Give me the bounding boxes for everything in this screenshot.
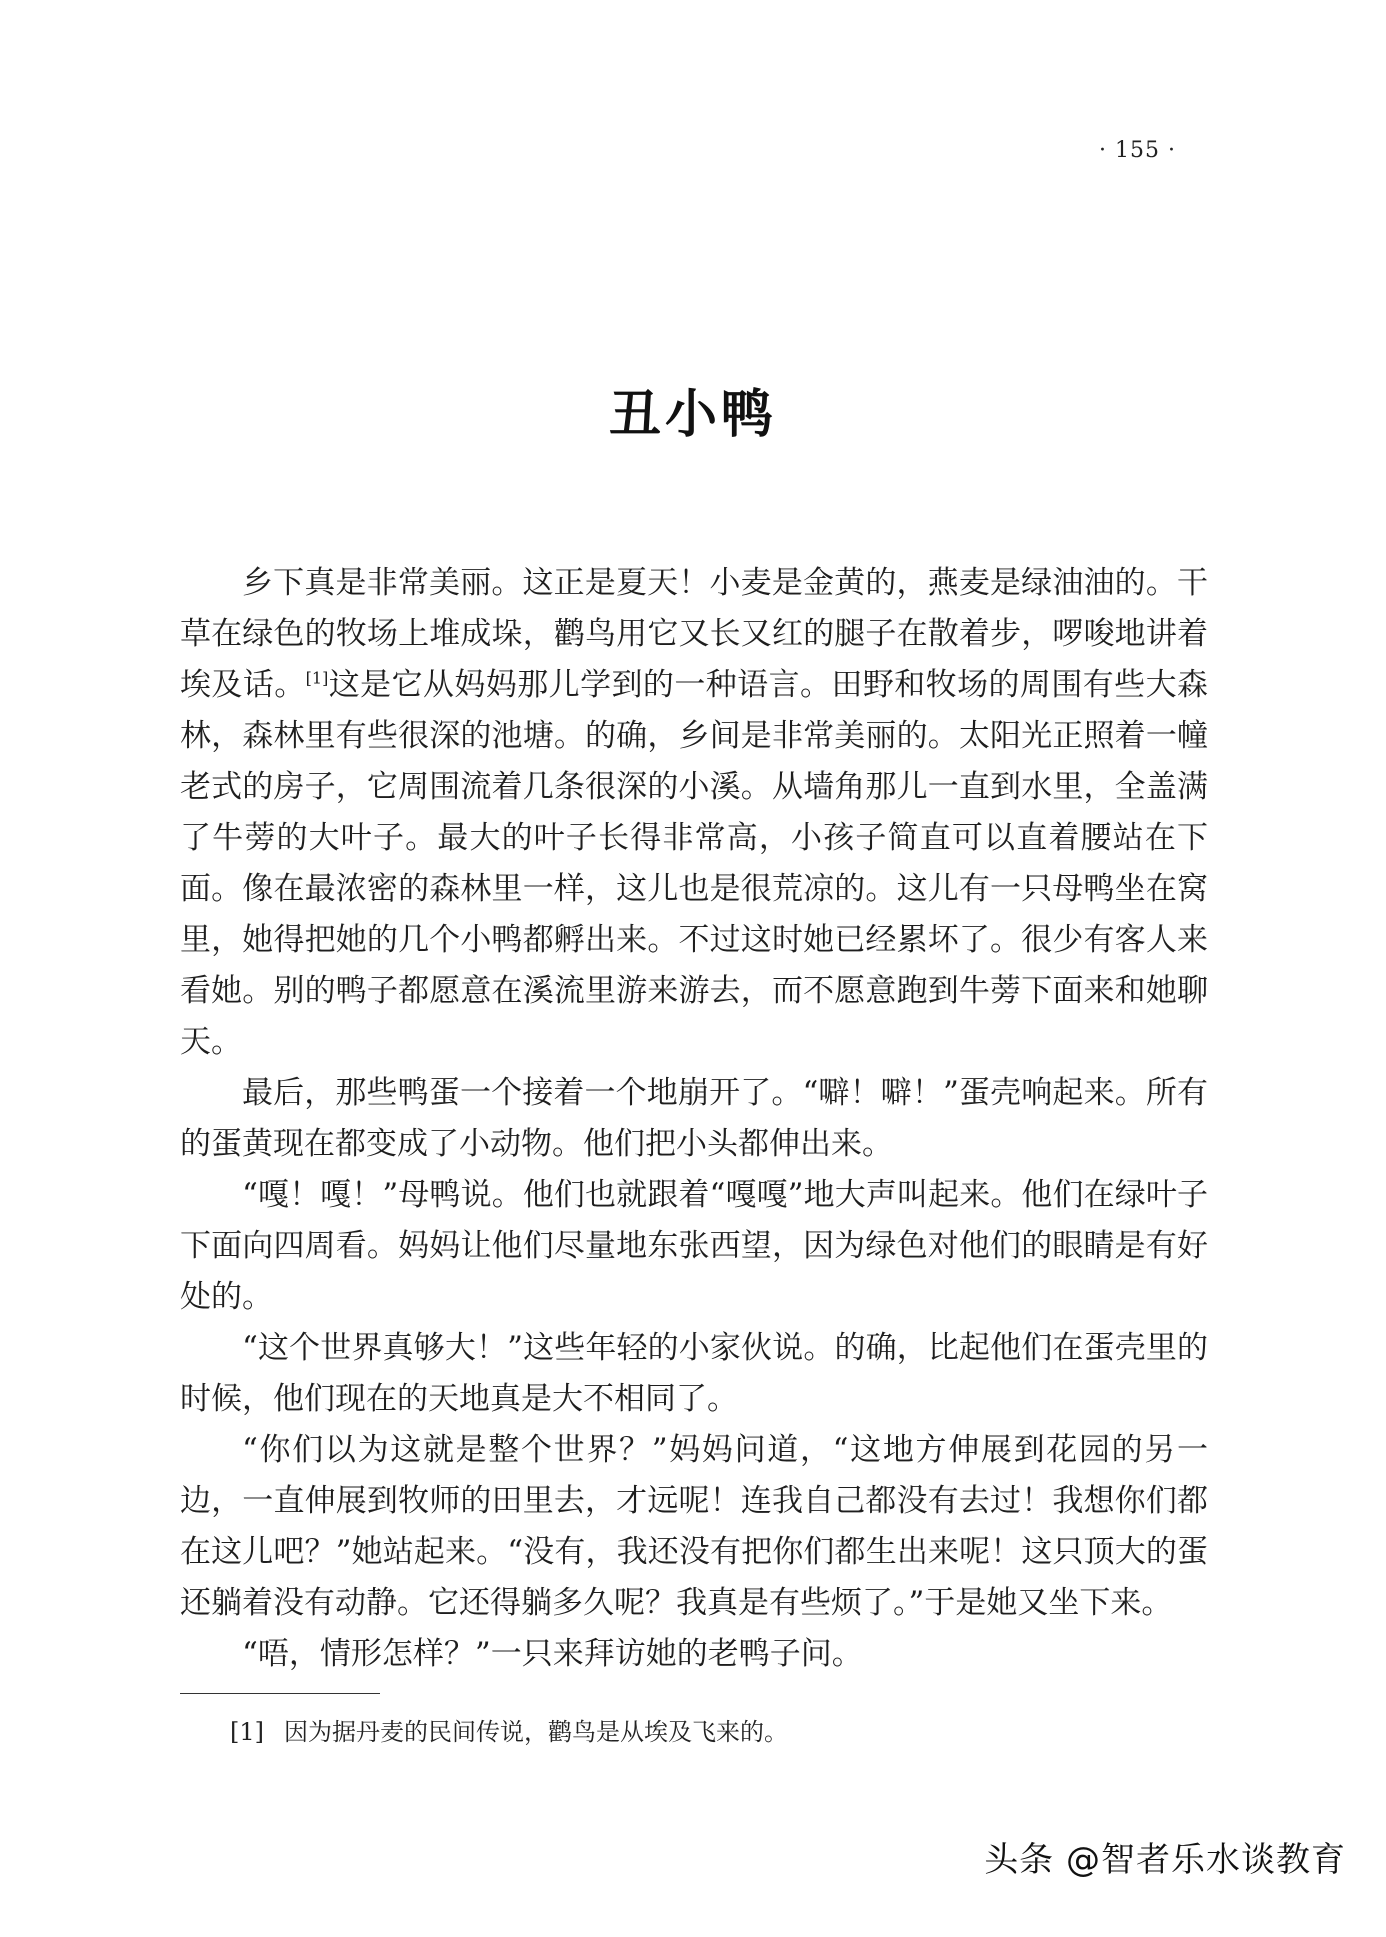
paragraph-3: “嘎！嘎！”母鸭说。他们也就跟着“嘎嘎”地大声叫起来。他们在绿叶子下面向四周看。妈妈让他们尽量地东张西望，因为绿色对他们的眼睛是有好处的。 [180,1177,1208,1315]
paragraph-5: “你们以为这就是整个世界？”妈妈问道，“这地方伸展到花园的另一边，一直伸展到牧师的田里去，才远呢！连我自己都没有去过！我想你们都在这儿吧？”她站起来。“没有，我还没有把你们都生出来呢！这只顶大的蛋还躺着没有动静。它还得躺多久呢？我真是有些烦了。”于是她又坐下来。 [180,1432,1208,1621]
footnote-rule [180,1693,380,1694]
paragraph-4: “这个世界真够大！”这些年轻的小家伙说。的确，比起他们在蛋壳里的时候，他们现在的天地真是大不相同了。 [180,1330,1208,1417]
paragraph-6: “唔，情形怎样？”一只来拜访她的老鸭子问。 [242,1636,863,1672]
paragraph-1-part-a: 乡下真是非常美丽。这正是夏天！小麦是金黄的，燕麦是绿油油的。干草在绿色的牧场上堆成垛，鹳鸟用它又长又红的腿子在散着步，啰唆地讲着埃及话。 [180,565,1208,703]
body-text [180,558,1208,1680]
chapter-title: 丑小鸭 [608,384,777,445]
page-number: · 155 · [1099,138,1176,163]
paragraph-1-part-b: 这是它从妈妈那儿学到的一种语言。田野和牧场的周围有些大森林，森林里有些很深的池塘。的确，乡间是非常美丽的。太阳光正照着一幢老式的房子，它周围流着几条很深的小溪。从墙角那儿一直到水里，全盖满了牛蒡的大叶子。最大的叶子长得非常高，小孩子简直可以直着腰站在下面。像在最浓密的森林里一样，这儿也是很荒凉的。这儿有一只母鸭坐在窝里，她得把她的几个小鸭都孵出来。不过这时她已经累坏了。很少有客人来看她。别的鸭子都愿意在溪流里游来游去，而不愿意跑到牛蒡下面来和她聊天。 [180,667,1209,1060]
footnote-ref[interactable]: [1] [305,668,329,688]
footnote [230,1716,788,1748]
footnote-mark: [1] [230,1718,264,1746]
footnote-text: 因为据丹麦的民间传说，鹳鸟是从埃及飞来的。 [284,1718,788,1746]
paragraph-1 [180,558,1208,1068]
paragraph-2: 最后，那些鸭蛋一个接着一个地崩开了。“噼！噼！”蛋壳响起来。所有的蛋黄现在都变成了小动物。他们把小头都伸出来。 [180,1075,1208,1162]
watermark: 头条 @智者乐水谈教育 [984,1840,1346,1880]
